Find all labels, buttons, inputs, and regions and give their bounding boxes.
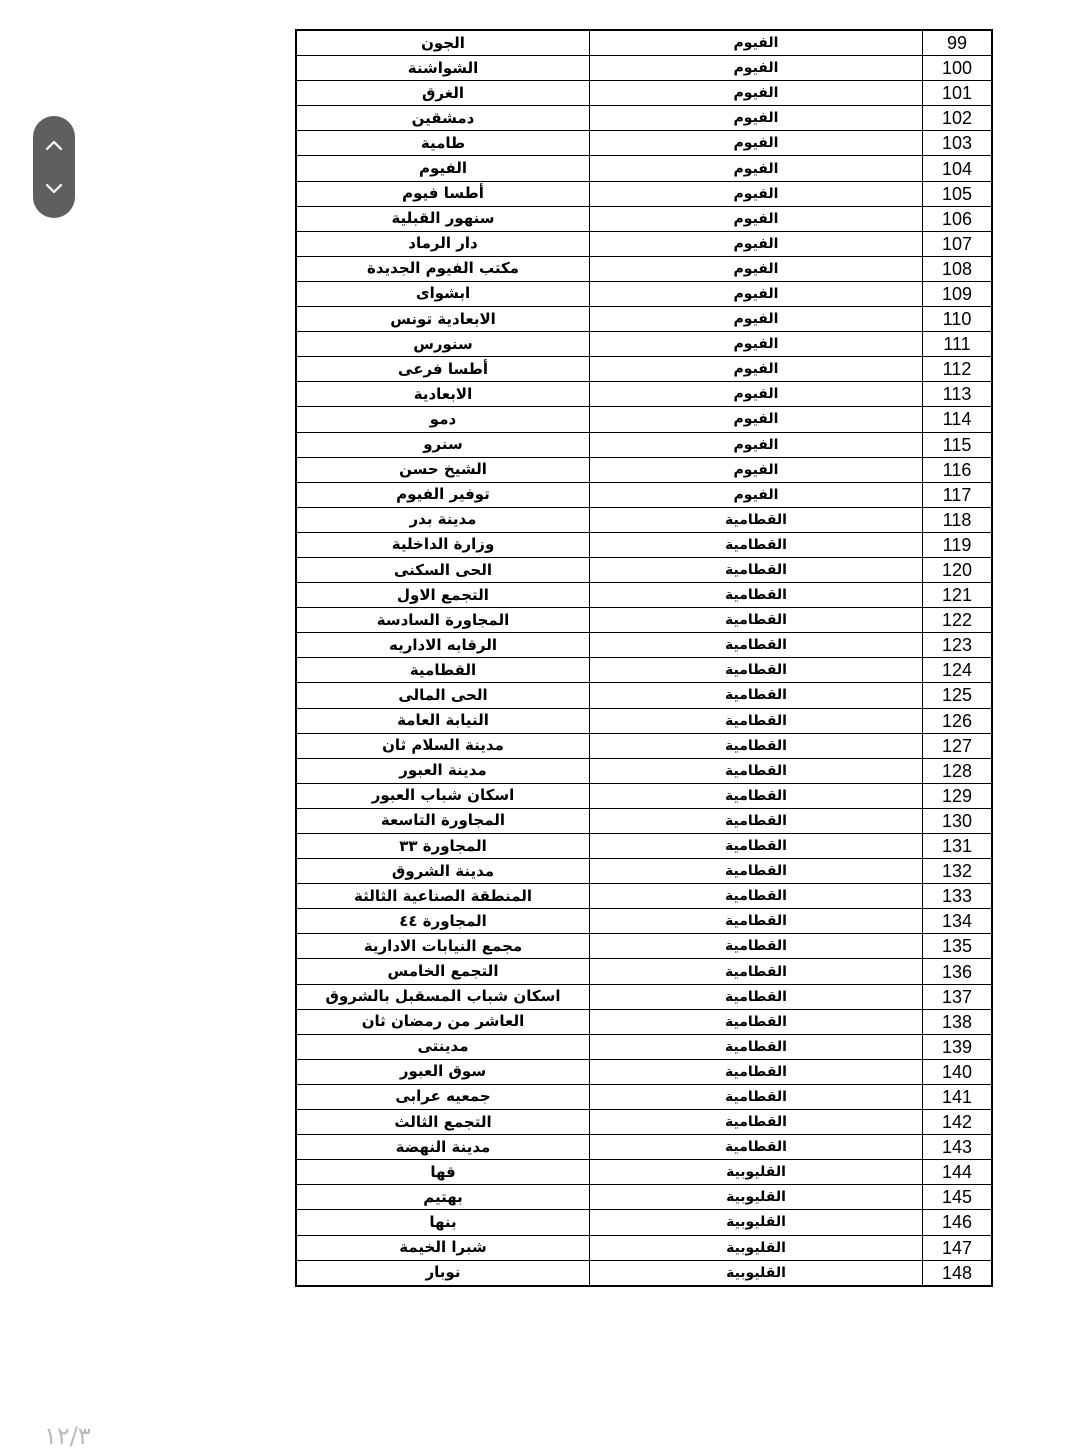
table-row bbox=[296, 909, 992, 934]
office-cell: بنها bbox=[296, 1210, 590, 1235]
governorate-cell: الفيوم bbox=[590, 256, 923, 281]
office-cell: العاشر من رمضان ثان bbox=[296, 1009, 590, 1034]
table-row bbox=[296, 758, 992, 783]
governorate-cell: القطامية bbox=[590, 733, 923, 758]
governorate-cell: القطامية bbox=[590, 532, 923, 557]
previous-page-button[interactable] bbox=[33, 123, 75, 167]
chevron-up-icon bbox=[45, 139, 63, 151]
table-row bbox=[296, 1110, 992, 1135]
governorate-cell: القطامية bbox=[590, 1009, 923, 1034]
governorate-cell: الفيوم bbox=[590, 482, 923, 507]
governorate-cell: القطامية bbox=[590, 1084, 923, 1109]
row-number-cell: 128 bbox=[923, 758, 993, 783]
row-number-cell: 144 bbox=[923, 1160, 993, 1185]
governorate-cell: القطامية bbox=[590, 1135, 923, 1160]
row-number-cell: 101 bbox=[923, 81, 993, 106]
table-row bbox=[296, 156, 992, 181]
governorate-cell: الفيوم bbox=[590, 281, 923, 306]
table-row bbox=[296, 281, 992, 306]
offices-table-body bbox=[296, 30, 992, 1286]
table-row bbox=[296, 984, 992, 1009]
governorate-cell: الفيوم bbox=[590, 231, 923, 256]
governorate-cell: الفيوم bbox=[590, 206, 923, 231]
governorate-cell: القليوبية bbox=[590, 1260, 923, 1286]
office-cell: سنرو bbox=[296, 432, 590, 457]
row-number-cell: 131 bbox=[923, 834, 993, 859]
office-cell: الغرق bbox=[296, 81, 590, 106]
offices-table-container bbox=[295, 29, 989, 1287]
table-row bbox=[296, 1210, 992, 1235]
office-cell: مدينتى bbox=[296, 1034, 590, 1059]
row-number-cell: 103 bbox=[923, 131, 993, 156]
office-cell: الشيخ حسن bbox=[296, 457, 590, 482]
table-row bbox=[296, 834, 992, 859]
office-cell: دار الرماد bbox=[296, 231, 590, 256]
office-cell: الجون bbox=[296, 30, 590, 56]
table-row bbox=[296, 30, 992, 56]
office-cell: المجاورة ٤٤ bbox=[296, 909, 590, 934]
table-row bbox=[296, 507, 992, 532]
governorate-cell: القطامية bbox=[590, 808, 923, 833]
office-cell: مدينة السلام ثان bbox=[296, 733, 590, 758]
governorate-cell: القطامية bbox=[590, 1059, 923, 1084]
governorate-cell: الفيوم bbox=[590, 382, 923, 407]
governorate-cell: الفيوم bbox=[590, 307, 923, 332]
table-row bbox=[296, 708, 992, 733]
office-cell: المجاورة ٣٣ bbox=[296, 834, 590, 859]
row-number-cell: 140 bbox=[923, 1059, 993, 1084]
row-number-cell: 106 bbox=[923, 206, 993, 231]
page-number: ١٢/٣ bbox=[44, 1422, 91, 1450]
chevron-down-icon bbox=[45, 183, 63, 195]
office-cell: وزارة الداخلية bbox=[296, 532, 590, 557]
table-row bbox=[296, 859, 992, 884]
row-number-cell: 104 bbox=[923, 156, 993, 181]
governorate-cell: الفيوم bbox=[590, 357, 923, 382]
office-cell: اسكان شباب العبور bbox=[296, 783, 590, 808]
office-cell: سنورس bbox=[296, 332, 590, 357]
table-row bbox=[296, 583, 992, 608]
table-row bbox=[296, 733, 992, 758]
office-cell: مكتب الفيوم الجديدة bbox=[296, 256, 590, 281]
table-row bbox=[296, 1185, 992, 1210]
row-number-cell: 122 bbox=[923, 608, 993, 633]
row-number-cell: 118 bbox=[923, 507, 993, 532]
table-row bbox=[296, 1160, 992, 1185]
table-row bbox=[296, 307, 992, 332]
table-row bbox=[296, 482, 992, 507]
table-row bbox=[296, 532, 992, 557]
row-number-cell: 100 bbox=[923, 56, 993, 81]
table-row bbox=[296, 332, 992, 357]
office-cell: الابعادية تونس bbox=[296, 307, 590, 332]
table-row bbox=[296, 106, 992, 131]
row-number-cell: 99 bbox=[923, 30, 993, 56]
row-number-cell: 115 bbox=[923, 432, 993, 457]
table-row bbox=[296, 81, 992, 106]
governorate-cell: القليوبية bbox=[590, 1160, 923, 1185]
row-number-cell: 109 bbox=[923, 281, 993, 306]
table-row bbox=[296, 1235, 992, 1260]
row-number-cell: 120 bbox=[923, 557, 993, 582]
governorate-cell: القطامية bbox=[590, 557, 923, 582]
office-cell: الابعادية bbox=[296, 382, 590, 407]
row-number-cell: 102 bbox=[923, 106, 993, 131]
row-number-cell: 116 bbox=[923, 457, 993, 482]
table-row bbox=[296, 808, 992, 833]
office-cell: سنهور القبلية bbox=[296, 206, 590, 231]
governorate-cell: القطامية bbox=[590, 834, 923, 859]
governorate-cell: القطامية bbox=[590, 984, 923, 1009]
governorate-cell: القليوبية bbox=[590, 1235, 923, 1260]
row-number-cell: 105 bbox=[923, 181, 993, 206]
office-cell: مدينة النهضة bbox=[296, 1135, 590, 1160]
office-cell: الفيوم bbox=[296, 156, 590, 181]
office-cell: أطسا فرعى bbox=[296, 357, 590, 382]
row-number-cell: 146 bbox=[923, 1210, 993, 1235]
row-number-cell: 147 bbox=[923, 1235, 993, 1260]
governorate-cell: القطامية bbox=[590, 783, 923, 808]
row-number-cell: 139 bbox=[923, 1034, 993, 1059]
office-cell: الشواشنة bbox=[296, 56, 590, 81]
row-number-cell: 132 bbox=[923, 859, 993, 884]
table-row bbox=[296, 683, 992, 708]
table-row bbox=[296, 56, 992, 81]
governorate-cell: القطامية bbox=[590, 859, 923, 884]
table-row bbox=[296, 658, 992, 683]
governorate-cell: الفيوم bbox=[590, 106, 923, 131]
governorate-cell: القطامية bbox=[590, 1034, 923, 1059]
governorate-cell: القطامية bbox=[590, 507, 923, 532]
office-cell: القطامية bbox=[296, 658, 590, 683]
row-number-cell: 125 bbox=[923, 683, 993, 708]
governorate-cell: القطامية bbox=[590, 884, 923, 909]
governorate-cell: الفيوم bbox=[590, 181, 923, 206]
office-cell: دمو bbox=[296, 407, 590, 432]
governorate-cell: القطامية bbox=[590, 583, 923, 608]
row-number-cell: 110 bbox=[923, 307, 993, 332]
office-cell: المجاورة السادسة bbox=[296, 608, 590, 633]
table-row bbox=[296, 1009, 992, 1034]
page-nav-control bbox=[33, 116, 75, 218]
table-row bbox=[296, 131, 992, 156]
governorate-cell: القطامية bbox=[590, 708, 923, 733]
table-row bbox=[296, 959, 992, 984]
row-number-cell: 143 bbox=[923, 1135, 993, 1160]
row-number-cell: 124 bbox=[923, 658, 993, 683]
office-cell: سوق العبور bbox=[296, 1059, 590, 1084]
row-number-cell: 108 bbox=[923, 256, 993, 281]
table-row bbox=[296, 557, 992, 582]
table-row bbox=[296, 884, 992, 909]
governorate-cell: الفيوم bbox=[590, 56, 923, 81]
row-number-cell: 135 bbox=[923, 934, 993, 959]
row-number-cell: 107 bbox=[923, 231, 993, 256]
governorate-cell: القليوبية bbox=[590, 1210, 923, 1235]
table-row bbox=[296, 357, 992, 382]
office-cell: اسكان شباب المسقبل بالشروق bbox=[296, 984, 590, 1009]
office-cell: ابشواى bbox=[296, 281, 590, 306]
table-row bbox=[296, 1084, 992, 1109]
next-page-button[interactable] bbox=[33, 167, 75, 211]
row-number-cell: 111 bbox=[923, 332, 993, 357]
row-number-cell: 113 bbox=[923, 382, 993, 407]
row-number-cell: 126 bbox=[923, 708, 993, 733]
row-number-cell: 141 bbox=[923, 1084, 993, 1109]
table-row bbox=[296, 783, 992, 808]
governorate-cell: القطامية bbox=[590, 683, 923, 708]
office-cell: مدينة العبور bbox=[296, 758, 590, 783]
office-cell: التجمع الثالث bbox=[296, 1110, 590, 1135]
table-row bbox=[296, 1059, 992, 1084]
governorate-cell: القطامية bbox=[590, 608, 923, 633]
table-row bbox=[296, 457, 992, 482]
office-cell: قها bbox=[296, 1160, 590, 1185]
row-number-cell: 142 bbox=[923, 1110, 993, 1135]
governorate-cell: الفيوم bbox=[590, 156, 923, 181]
row-number-cell: 148 bbox=[923, 1260, 993, 1286]
table-row bbox=[296, 382, 992, 407]
office-cell: الرقابه الاداريه bbox=[296, 633, 590, 658]
office-cell: مجمع النيابات الادارية bbox=[296, 934, 590, 959]
office-cell: توفير الفيوم bbox=[296, 482, 590, 507]
office-cell: التجمع الاول bbox=[296, 583, 590, 608]
row-number-cell: 145 bbox=[923, 1185, 993, 1210]
office-cell: النيابة العامة bbox=[296, 708, 590, 733]
governorate-cell: القليوبية bbox=[590, 1185, 923, 1210]
table-row bbox=[296, 181, 992, 206]
table-row bbox=[296, 1135, 992, 1160]
office-cell: المنطقة الصناعية الثالثة bbox=[296, 884, 590, 909]
table-row bbox=[296, 231, 992, 256]
governorate-cell: الفيوم bbox=[590, 81, 923, 106]
office-cell: مدينة الشروق bbox=[296, 859, 590, 884]
governorate-cell: القطامية bbox=[590, 658, 923, 683]
offices-table bbox=[295, 29, 993, 1287]
governorate-cell: القطامية bbox=[590, 758, 923, 783]
office-cell: التجمع الخامس bbox=[296, 959, 590, 984]
governorate-cell: القطامية bbox=[590, 633, 923, 658]
table-row bbox=[296, 608, 992, 633]
table-row bbox=[296, 1034, 992, 1059]
row-number-cell: 138 bbox=[923, 1009, 993, 1034]
office-cell: شبرا الخيمة bbox=[296, 1235, 590, 1260]
office-cell: الحى المالى bbox=[296, 683, 590, 708]
table-row bbox=[296, 432, 992, 457]
office-cell: أطسا فيوم bbox=[296, 181, 590, 206]
row-number-cell: 117 bbox=[923, 482, 993, 507]
row-number-cell: 136 bbox=[923, 959, 993, 984]
governorate-cell: الفيوم bbox=[590, 131, 923, 156]
office-cell: طامية bbox=[296, 131, 590, 156]
table-row bbox=[296, 407, 992, 432]
table-row bbox=[296, 934, 992, 959]
table-row bbox=[296, 206, 992, 231]
table-row bbox=[296, 1260, 992, 1286]
governorate-cell: القطامية bbox=[590, 909, 923, 934]
row-number-cell: 130 bbox=[923, 808, 993, 833]
governorate-cell: الفيوم bbox=[590, 457, 923, 482]
governorate-cell: الفيوم bbox=[590, 332, 923, 357]
governorate-cell: القطامية bbox=[590, 959, 923, 984]
row-number-cell: 123 bbox=[923, 633, 993, 658]
office-cell: دمشقين bbox=[296, 106, 590, 131]
governorate-cell: الفيوم bbox=[590, 30, 923, 56]
table-row bbox=[296, 256, 992, 281]
row-number-cell: 134 bbox=[923, 909, 993, 934]
office-cell: مدينة بدر bbox=[296, 507, 590, 532]
office-cell: جمعيه عرابى bbox=[296, 1084, 590, 1109]
row-number-cell: 121 bbox=[923, 583, 993, 608]
office-cell: نوبار bbox=[296, 1260, 590, 1286]
governorate-cell: القطامية bbox=[590, 1110, 923, 1135]
office-cell: المجاورة التاسعة bbox=[296, 808, 590, 833]
governorate-cell: القطامية bbox=[590, 934, 923, 959]
row-number-cell: 112 bbox=[923, 357, 993, 382]
row-number-cell: 137 bbox=[923, 984, 993, 1009]
row-number-cell: 119 bbox=[923, 532, 993, 557]
office-cell: بهتيم bbox=[296, 1185, 590, 1210]
governorate-cell: الفيوم bbox=[590, 407, 923, 432]
governorate-cell: الفيوم bbox=[590, 432, 923, 457]
office-cell: الحى السكنى bbox=[296, 557, 590, 582]
row-number-cell: 129 bbox=[923, 783, 993, 808]
table-row bbox=[296, 633, 992, 658]
row-number-cell: 127 bbox=[923, 733, 993, 758]
row-number-cell: 114 bbox=[923, 407, 993, 432]
row-number-cell: 133 bbox=[923, 884, 993, 909]
